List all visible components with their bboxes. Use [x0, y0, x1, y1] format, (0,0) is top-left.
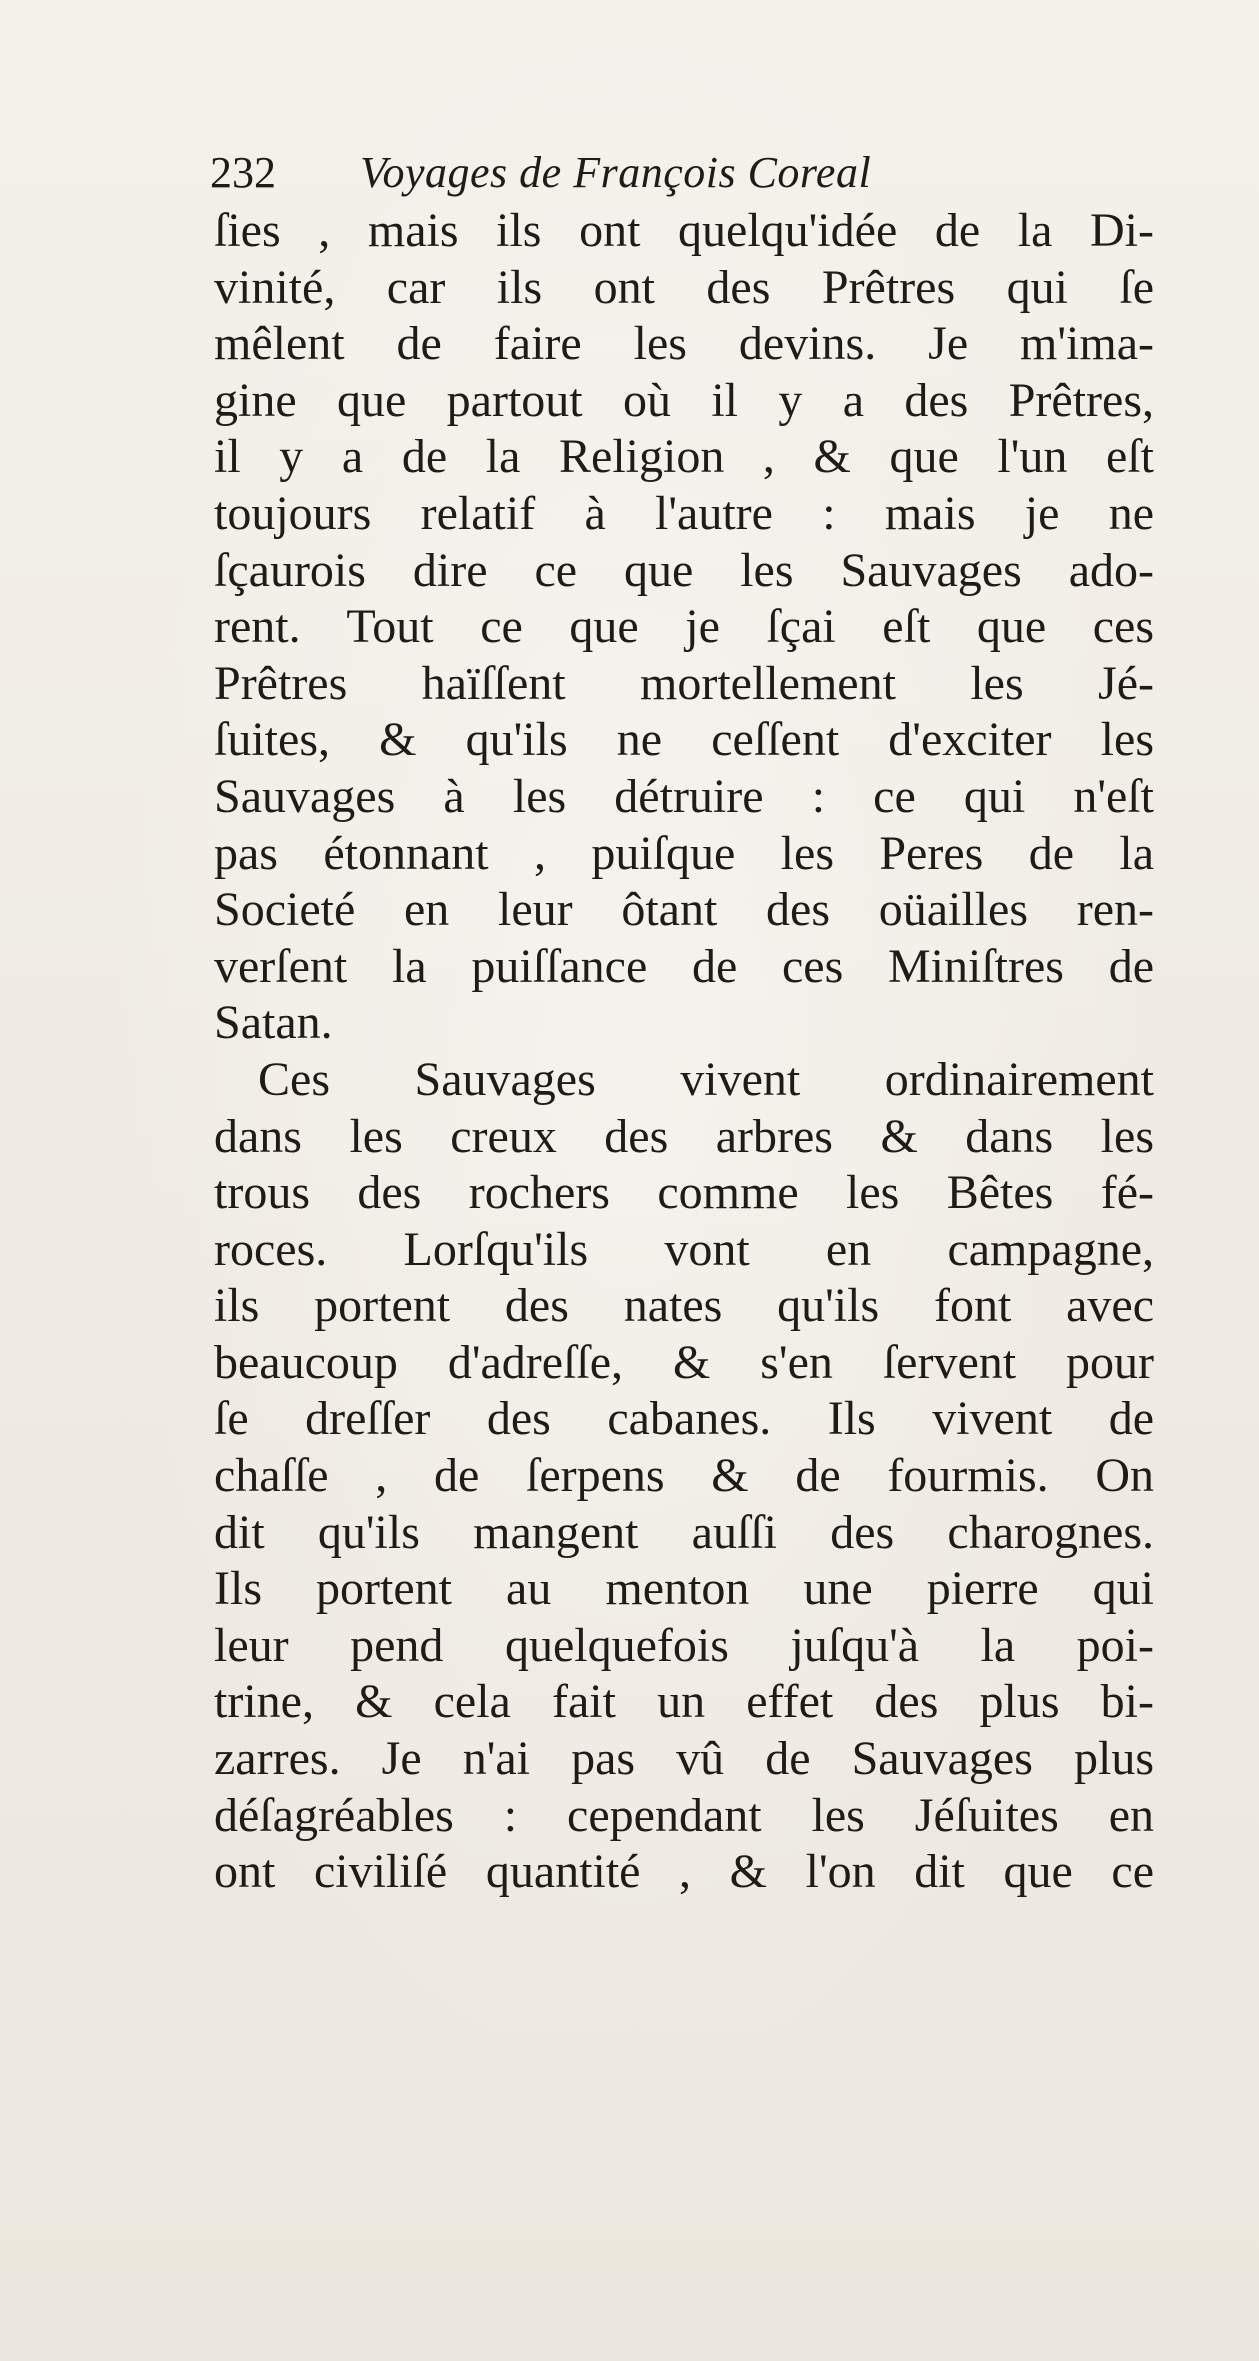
running-title: Voyages de François Coreal — [360, 148, 872, 197]
text-line: vinité, car ils ont des Prêtres qui ſe — [214, 260, 1154, 314]
text-line: beaucoup d'adreſſe, & s'en ſervent pour — [214, 1335, 1154, 1389]
text-line: trine, & cela fait un effet des plus bi- — [214, 1675, 1154, 1729]
text-line: roces. Lorſqu'ils vont en campagne, — [214, 1222, 1154, 1276]
text-line: déſagréables : cependant les Jéſuites en — [214, 1788, 1154, 1842]
text-line: ont civiliſé quantité , & l'on dit que ce — [214, 1845, 1154, 1899]
text-line: gine que partout où il y a des Prêtres, — [214, 373, 1154, 427]
page-number: 232 — [210, 148, 276, 197]
text-line: rent. Tout ce que je ſçai eſt que ces — [214, 600, 1154, 654]
text-line: dit qu'ils mangent auſſi des charognes. — [214, 1505, 1154, 1559]
text-line: chaſſe , de ſerpens & de fourmis. On — [214, 1449, 1154, 1503]
text-line: ſies , mais ils ont quelqu'idée de la Di- — [214, 204, 1154, 257]
text-line: il y a de la Religion , & que l'un eſt — [214, 430, 1154, 484]
text-line: leur pend quelquefois juſqu'à la poi- — [214, 1618, 1154, 1672]
text-line: ſuites, & qu'ils ne ceſſent d'exciter les — [214, 713, 1154, 767]
text-line: ſe dreſſer des cabanes. Ils vivent de — [214, 1392, 1154, 1446]
text-line: Societé en leur ôtant des oüailles ren- — [214, 883, 1154, 937]
text-line: Satan. — [214, 996, 333, 1050]
text-line: Ces Sauvages vivent ordinairement — [258, 1052, 1154, 1106]
text-line: zarres. Je n'ai pas vû de Sauvages plus — [214, 1732, 1154, 1786]
text-line: Sauvages à les détruire : ce qui n'eſt — [214, 769, 1154, 823]
running-header — [210, 145, 1110, 201]
text-line: trous des rochers comme les Bêtes fé- — [214, 1166, 1154, 1220]
text-line: toujours relatif à l'autre : mais je ne — [214, 486, 1154, 540]
text-line: Ils portent au menton une pierre qui — [214, 1562, 1154, 1616]
text-line: dans les creux des arbres & dans les — [214, 1109, 1154, 1163]
text-line: verſent la puiſſance de ces Miniſtres de — [214, 939, 1154, 993]
text-line: Prêtres haïſſent mortellement les Jé- — [214, 656, 1154, 710]
text-line: ſçaurois dire ce que les Sauvages ado- — [214, 543, 1154, 597]
text-line: mêlent de faire les devins. Je m'ima- — [214, 317, 1154, 371]
text-line: ils portent des nates qu'ils font avec — [214, 1279, 1154, 1333]
text-line: pas étonnant , puiſque les Peres de la — [214, 826, 1154, 880]
body-text — [214, 203, 1154, 1901]
